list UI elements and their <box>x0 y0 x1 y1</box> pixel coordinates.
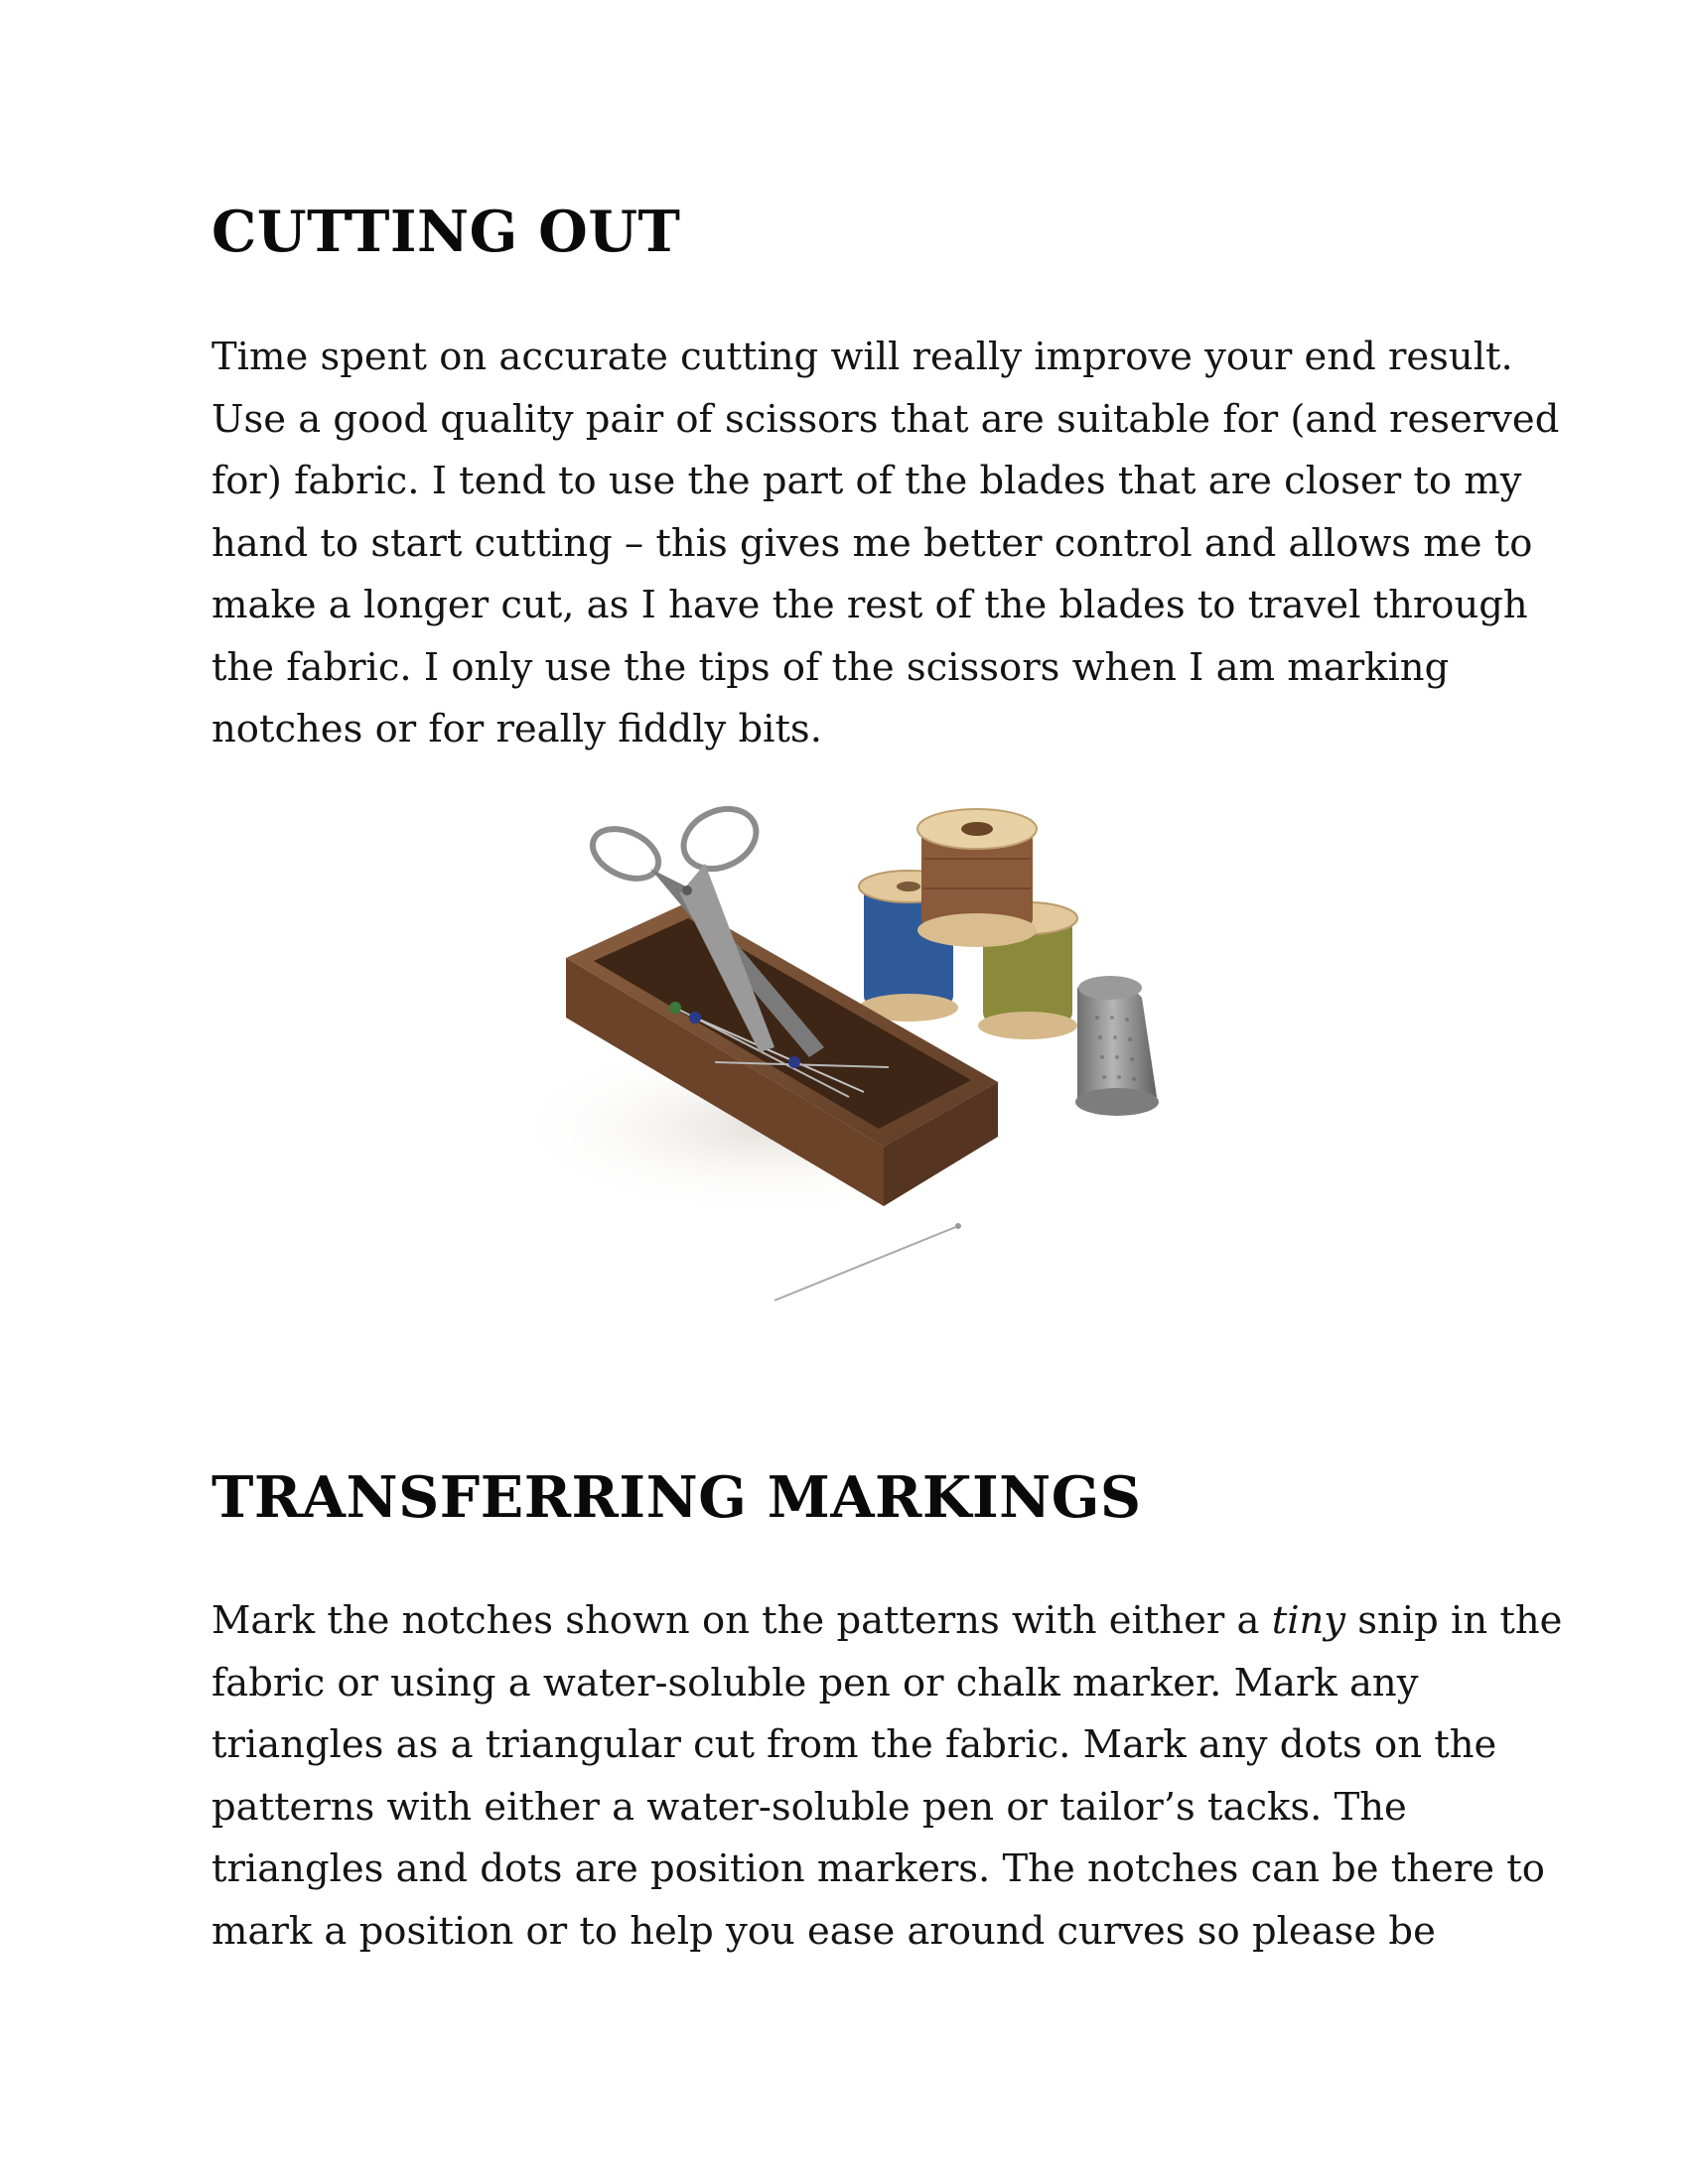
cutting-out-paragraph <box>211 327 1560 761</box>
section-heading-transferring-markings: TRANSFERRING MARKINGS <box>211 1464 1142 1531</box>
paragraph-line: triangles and dots are position markers. The notches can be there to <box>211 1846 1545 1891</box>
paragraph-line: fabric or using a water-soluble pen or chalk marker. Mark any <box>211 1660 1419 1706</box>
paragraph-line: hand to start cutting – this gives me better control and allows me to <box>211 520 1533 566</box>
paragraph-line: for) fabric. I tend to use the part of the blades that are closer to my <box>211 459 1522 503</box>
paragraph-line <box>211 1590 1563 1653</box>
paragraph-line: triangles as a triangular cut from the fabric. Mark any dots on the <box>211 1722 1497 1767</box>
paragraph-line: the fabric. I only use the tips of the scissors when I am marking <box>211 644 1450 690</box>
text-run: Mark the notches shown on the patterns with either a <box>211 1598 1272 1643</box>
paragraph-line: Use a good quality pair of scissors that are suitable for (and reserved <box>211 396 1560 442</box>
paragraph-line: mark a position or to help you ease around curves so please be <box>211 1908 1436 1954</box>
thimble-icon <box>1075 976 1159 1116</box>
text-run: snip in the <box>1345 1598 1563 1643</box>
paragraph-line: make a longer cut, as I have the rest of the blades to travel through <box>211 583 1528 627</box>
paragraph-line: notches or for really fiddly bits. <box>211 707 822 751</box>
thread-spool-icon <box>859 809 1077 1039</box>
loose-pin-icon <box>774 1223 961 1300</box>
paragraph-line: patterns with either a water-soluble pen or tailor’s tacks. The <box>211 1784 1407 1830</box>
transferring-markings-paragraph <box>211 1590 1563 1963</box>
sewing-tools-illustration <box>506 799 1172 1330</box>
section-heading-cutting-out: CUTTING OUT <box>211 199 681 265</box>
emphasis-text: tiny <box>1271 1598 1346 1643</box>
paragraph-line: Time spent on accurate cutting will really improve your end result. <box>211 335 1513 379</box>
